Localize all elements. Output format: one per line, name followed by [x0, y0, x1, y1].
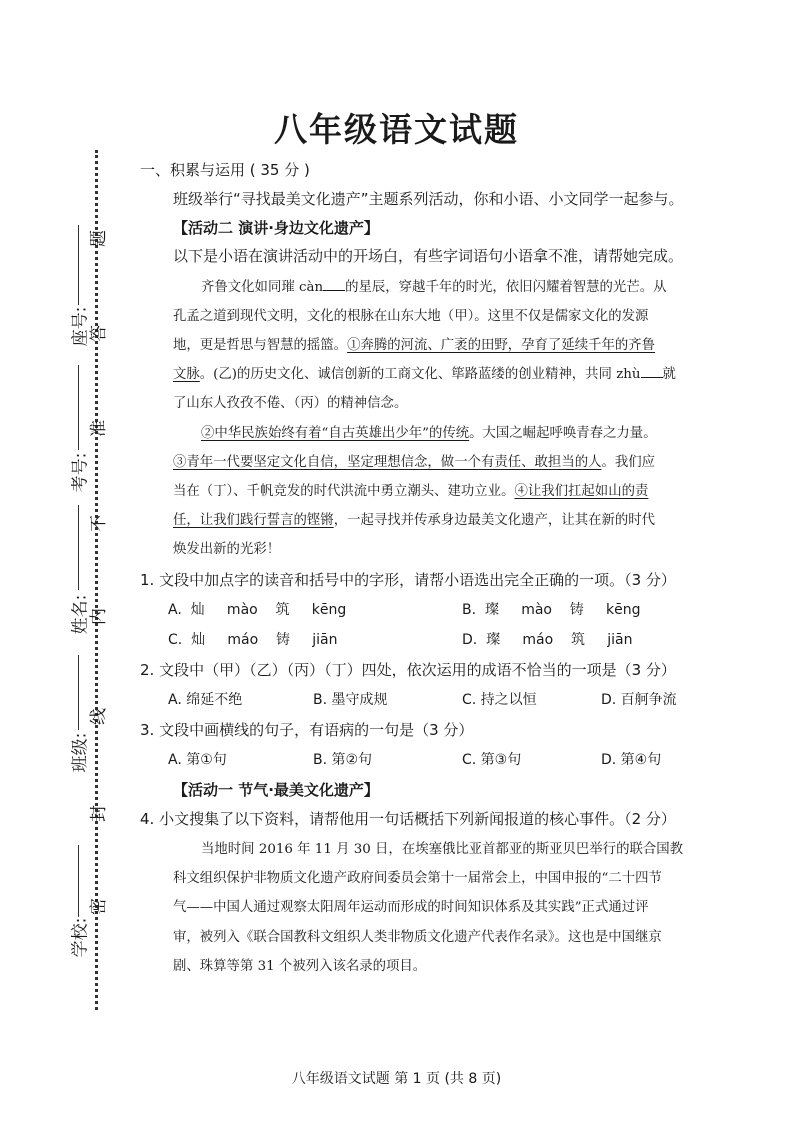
- passage-line-4: 文脉。(乙)的历史文化、诚信创新的工商文化、筚路蓝缕的创业精神，共同 zhù 就: [173, 367, 676, 382]
- underlined-sentence-2: ②中华民族始终有着“自古英雄出少年”的传统: [201, 426, 470, 441]
- q1-option-b[interactable]: B. 璨 mào 铸 kēng: [462, 602, 641, 618]
- q3-option-d[interactable]: D. 第④句: [601, 752, 662, 768]
- seal-char-bu: 不: [89, 515, 109, 532]
- q4-news-line-2: 科文组织保护非物质文化遗产政府间委员会第十一届常会上，中国申报的“二十四节: [173, 871, 662, 886]
- seal-char-xian: 线: [89, 708, 109, 725]
- seal-char-nei: 内: [89, 608, 109, 625]
- question-3-stem: 3. 文段中画横线的句子，有语病的一句是（3 分）: [140, 721, 474, 739]
- q1-option-c[interactable]: C. 灿 máo 铸 jiān: [168, 632, 338, 648]
- seal-char-ti: 题: [89, 230, 109, 247]
- activity-one-heading: 【活动一 节气·最美文化遗产】: [173, 781, 379, 799]
- seal-dotted-line: [95, 150, 98, 1010]
- answer-blank-can[interactable]: [323, 290, 345, 291]
- q4-news-line-5: 剧、珠算等第 31 个被列入该名录的项目。: [173, 959, 427, 974]
- exam-number-field[interactable]: [78, 365, 79, 450]
- passage-line-8: 当在（丁）、千帆竞发的时代洪流中勇立潮头、建功立业。④让我们扛起如山的责: [173, 484, 649, 499]
- question-2-stem: 2. 文段中（甲）（乙）（丙）（丁）四处，依次运用的成语不恰当的一项是（3 分）: [140, 661, 676, 679]
- q4-news-line-4: 审，被列入《联合国教科文组织人类非物质文化遗产代表作名录》。这也是中国继京: [173, 930, 662, 945]
- question-1-stem: 1. 文段中加点字的读音和括号中的字形，请帮小语选出完全正确的一项。（3 分）: [140, 571, 676, 589]
- passage-line-2: 孔孟之道到现代文明，文化的根脉在山东大地（甲）。这里不仅是儒家文化的发源: [173, 309, 649, 324]
- q3-option-a[interactable]: A. 第①句: [168, 752, 227, 768]
- q1-option-d[interactable]: D. 璨 máo 筑 jiān: [462, 632, 633, 648]
- school-field[interactable]: [78, 845, 79, 917]
- school-label: 学校:: [70, 917, 91, 958]
- activity-two-intro: 以下是小语在演讲活动中的开场白，有些字词语句小语拿不准，请帮她完成。: [173, 247, 684, 265]
- exam-number-label: 考号:: [70, 452, 91, 493]
- q2-option-c[interactable]: C. 持之以恒: [462, 692, 537, 708]
- underlined-sentence-4: ④让我们扛起如山的责: [514, 484, 649, 499]
- passage-line-6: ②中华民族始终有着“自古英雄出少年”的传统。大国之崛起呼唤青春之力量。: [201, 426, 657, 441]
- q4-news-line-1: 当地时间 2016 年 11 月 30 日，在埃塞俄比亚首都亚的斯亚贝巴举行的联合国教: [201, 842, 684, 857]
- q2-option-a[interactable]: A. 绵延不绝: [168, 692, 243, 708]
- seal-char-feng: 封: [89, 805, 109, 822]
- q2-option-b[interactable]: B. 墨守成规: [313, 692, 388, 708]
- underlined-sentence-3: ③青年一代要坚定文化自信，坚定理想信念，做一个有责任、敢担当的人: [173, 455, 602, 470]
- class-field[interactable]: [78, 655, 79, 730]
- passage-line-9: 任，让我们践行誓言的铿锵，一起寻找并传承身边最美文化遗产，让其在新的时代: [173, 513, 656, 528]
- seal-char-da: 答: [89, 325, 109, 342]
- passage-line-5: 了山东人孜孜不倦、（丙）的精神信念。: [173, 396, 408, 411]
- name-field[interactable]: [78, 505, 79, 590]
- section-intro: 班级举行“寻找最美文化遗产”主题系列活动，你和小语、小文同学一起参与。: [173, 190, 684, 208]
- q4-news-line-3: 气——中国人通过观察太阳周年运动而形成的时间知识体系及其实践”正式通过评: [173, 900, 649, 915]
- page-footer: 八年级语文试题 第 1 页 (共 8 页): [291, 1071, 502, 1087]
- underlined-sentence-1: ①奔腾的河流、广袤的田野，孕育了延续千年的齐鲁: [347, 338, 656, 353]
- name-label: 姓名:: [70, 594, 91, 635]
- seal-char-zhun: 准: [89, 420, 109, 437]
- q2-option-d[interactable]: D. 百舸争流: [601, 692, 677, 708]
- passage-line-3: 地，更是哲思与智慧的摇篮。①奔腾的河流、广袤的田野，孕育了延续千年的齐鲁: [173, 338, 656, 353]
- answer-blank-zhu[interactable]: [641, 377, 663, 378]
- q3-option-b[interactable]: B. 第②句: [313, 752, 373, 768]
- q1-option-a[interactable]: A. 灿 mào 筑 kēng: [168, 602, 347, 618]
- section-heading: 一、积累与运用 ( 35 分 ): [140, 161, 310, 179]
- passage-line-1: 齐鲁文化如同璀 càn 的星辰，穿越千年的时光，依旧闪耀着智慧的光芒。从: [201, 280, 667, 295]
- activity-two-heading: 【活动二 演讲·身边文化遗产】: [173, 219, 379, 237]
- seat-number-label: 座号:: [70, 306, 91, 347]
- q3-option-c[interactable]: C. 第③句: [462, 752, 522, 768]
- passage-line-7: ③青年一代要坚定文化自信，坚定理想信念，做一个有责任、敢担当的人。我们应: [173, 455, 656, 470]
- seat-number-field[interactable]: [78, 225, 79, 305]
- question-4-stem: 4. 小文搜集了以下资料，请帮他用一句话概括下列新闻报道的核心事件。（2 分）: [140, 810, 676, 828]
- class-label: 班级:: [70, 732, 91, 773]
- page-title: 八年级语文试题: [274, 110, 519, 149]
- seal-char-mi: 密: [89, 898, 109, 915]
- passage-line-10: 焕发出新的光彩！: [173, 542, 281, 557]
